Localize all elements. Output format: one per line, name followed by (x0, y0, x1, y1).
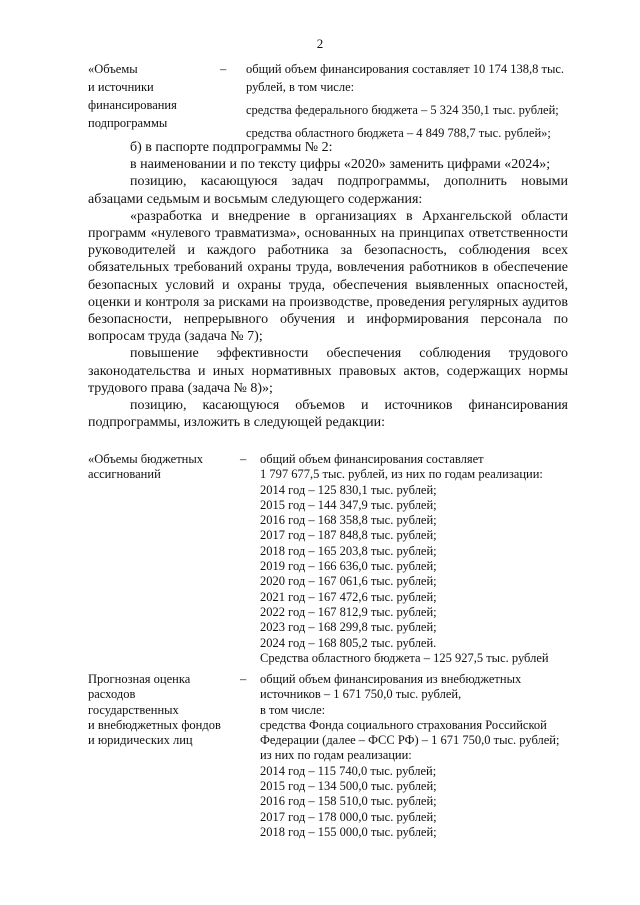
value-line: Федерации (далее – ФСС РФ) – 1 671 750,0 тыс. рублей; (260, 733, 560, 748)
value-line: 2014 год – 115 740,0 тыс. рублей; (260, 763, 437, 778)
value-line: 2017 год – 178 000,0 тыс. рублей; (260, 809, 437, 824)
paragraph: «разработка и внедрение в организациях в Архангельской области программ «нулевого травматизма», основанных на принципах ответственности руководителей и каждого работника за безопасность, соблюдения всех обязательных требований охраны труда, вовлечения работников в обеспечение безопасных условий и охраны труда, обеспечения выявленных опасностей, оценки и контроля за рисками на производстве, проведения регулярных аудитов безопасности, непрерывного обучения и информирования персонала по вопросам труда (задача № 7); (88, 208, 568, 345)
value-line: 2016 год – 158 510,0 тыс. рублей; (260, 794, 437, 809)
value-line: 2018 год – 165 203,8 тыс. рублей; (260, 543, 437, 558)
paragraph: позицию, касающуюся объемов и источников финансирования подпрограммы, изложить в следующей редакции: (88, 398, 568, 431)
dash-separator: – (240, 672, 247, 686)
value-line: источников – 1 671 750,0 тыс. рублей, (260, 687, 462, 702)
label-line: ассигнований (88, 467, 161, 482)
body-text (88, 139, 568, 431)
value-line: рублей, в том числе: (246, 80, 355, 94)
value-line: 2014 год – 125 830,1 тыс. рублей; (260, 482, 437, 497)
value-line: из них по годам реализации: (260, 748, 412, 763)
value-line: 2021 год – 167 472,6 тыс. рублей; (260, 589, 437, 604)
paragraph: повышение эффективности обеспечения соблюдения трудового законодательства и иных нормативных правовых актов, содержащих нормы трудового права (задача № 8)»; (88, 346, 568, 396)
value-line: 2015 год – 134 500,0 тыс. рублей; (260, 779, 437, 794)
label-line: и внебюджетных фондов (88, 717, 221, 732)
dash-separator: – (220, 62, 227, 76)
label-line: расходов (88, 687, 136, 702)
label-line: «Объемы бюджетных (88, 452, 204, 466)
financing-value-1 (246, 60, 576, 142)
label-line: и юридических лиц (88, 733, 193, 748)
value-line: Средства областного бюджета – 125 927,5 тыс. рублей (260, 650, 549, 665)
value-line: в том числе: (260, 702, 326, 717)
label-line: подпрограммы (88, 116, 168, 130)
paragraph: в наименовании и по тексту цифры «2020» заменить цифрами «2024»; (130, 157, 551, 173)
budget-label (88, 452, 238, 483)
value-line: 2015 год – 144 347,9 тыс. рублей; (260, 497, 437, 512)
label-line: и источники (88, 80, 154, 94)
label-line: государственных (88, 702, 179, 717)
paragraph: б) в паспорте подпрограммы № 2: (130, 140, 333, 155)
value-line: 2024 год – 168 805,2 тыс. рублей. (260, 635, 437, 650)
value-line: 2023 год – 168 299,8 тыс. рублей; (260, 620, 437, 635)
value-line: общий объем финансирования составляет 10 174 138,8 тыс. (246, 62, 565, 76)
value-line: средства Фонда социального страхования Российской (260, 717, 547, 732)
forecast-label (88, 672, 238, 748)
page-number: 2 (316, 36, 324, 51)
value-line: 2017 год – 187 848,8 тыс. рублей; (260, 528, 437, 543)
value-line: средства областного бюджета – 4 849 788,7 тыс. рублей»; (246, 126, 551, 140)
value-line: 2020 год – 167 061,6 тыс. рублей; (260, 574, 437, 589)
value-line: общий объем финансирования из внебюджетных (260, 672, 522, 686)
value-line: 1 797 677,5 тыс. рублей, из них по годам реализации: (260, 467, 543, 482)
value-line: средства федерального бюджета – 5 324 350,1 тыс. рублей; (246, 103, 559, 117)
value-line: 2022 год – 167 812,9 тыс. рублей; (260, 604, 437, 619)
budget-values (260, 452, 580, 666)
value-line: общий объем финансирования составляет (260, 452, 484, 466)
label-line: финансирования (88, 98, 177, 112)
financing-label-1 (88, 60, 208, 132)
forecast-values (260, 672, 580, 840)
value-line: 2019 год – 166 636,0 тыс. рублей; (260, 559, 437, 574)
value-line: 2018 год – 155 000,0 тыс. рублей; (260, 824, 437, 839)
value-line: 2016 год – 168 358,8 тыс. рублей; (260, 513, 437, 528)
label-line: «Объемы (88, 62, 138, 76)
paragraph: позицию, касающуюся задач подпрограммы, дополнить новыми абзацами седьмым и восьмым следующего содержания: (88, 174, 568, 207)
dash-separator: – (240, 452, 247, 466)
label-line: Прогнозная оценка (88, 672, 191, 686)
